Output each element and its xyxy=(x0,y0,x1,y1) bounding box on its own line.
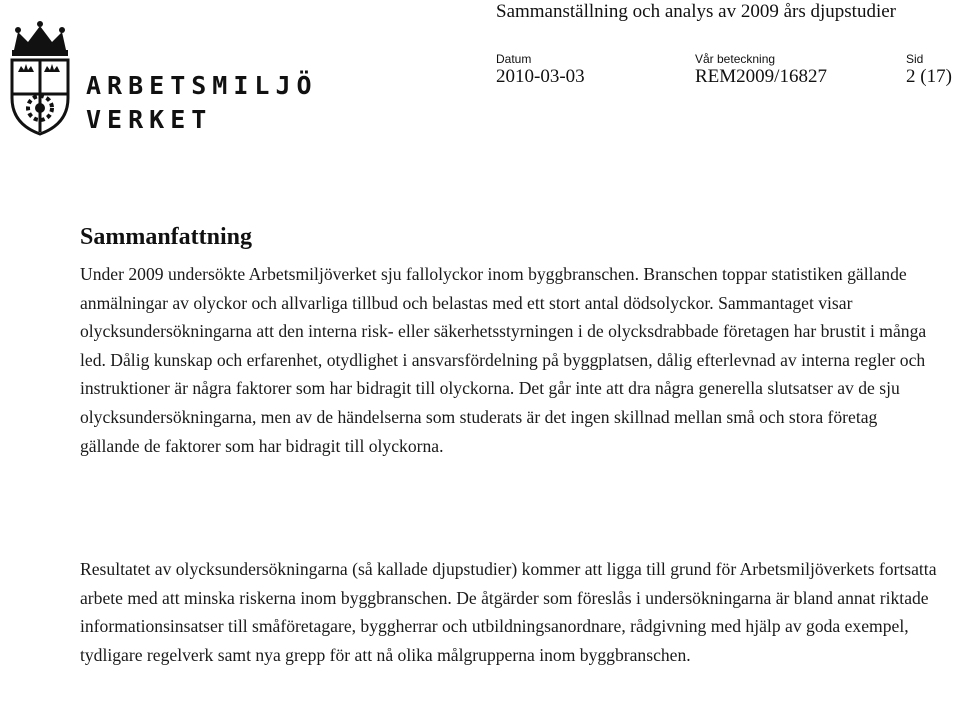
agency-logo xyxy=(0,14,330,144)
summary-paragraph: Under 2009 undersökte Arbetsmiljöverket sju fallolyckor inom byggbranschen. Branschen toppar statistiken gällande anmälningar av olyckor och allvarliga tillbud och belastas med ett stort antal dödsolyckor. Sammantaget visar olycksundersökningarna att den interna risk- eller säkerhetsstyrningen i de olycksdrabbade företagen har brustit i många led. Dålig kunskap och erfarenhet, otydlighet i ansvarsfördelning på byggplatsen, dålig efterlevnad av interna regler och instruktioner är några faktorer som har bidragit till olyckorna. Det går inte att dra några generella slutsatser av de sju olycksundersökningarna, men av de händelserna som studerats är det ingen skillnad mellan små och stora företag gällande de faktorer som har bidragit till olyckorna. xyxy=(80,264,927,456)
crown-seal-icon xyxy=(0,20,80,138)
reference-value: REM2009/16827 xyxy=(695,66,827,87)
document-title: Sammanställning och analys av 2009 års djupstudier xyxy=(496,1,896,22)
section-heading: Sammanfattning xyxy=(80,224,253,250)
logo-wordmark-line1: ARBETSMILJÖ xyxy=(86,71,318,100)
date-value: 2010-03-03 xyxy=(496,66,585,87)
page-number: 2 (17) xyxy=(906,66,952,87)
page-label: Sid xyxy=(906,52,924,66)
reference-label: Vår beteckning xyxy=(695,52,776,66)
summary-paragraph: Resultatet av olycksundersökningarna (så kallade djupstudier) kommer att ligga till grund för Arbetsmiljöverkets fortsatta arbete med att minska riskerna inom byggbranschen. De åtgärder som föreslås i undersökningarna är bland annat riktade informationsinsatser till småföretagare, byggherrar och utbildningsanordnare, rådgivning med hjälp av goda exempel, tydligare regelverk samt nya grepp för att nå olika målgrupperna inom byggbranschen. xyxy=(80,559,937,665)
logo-wordmark-line2: VERKET xyxy=(86,105,213,134)
date-label: Datum xyxy=(496,52,532,66)
